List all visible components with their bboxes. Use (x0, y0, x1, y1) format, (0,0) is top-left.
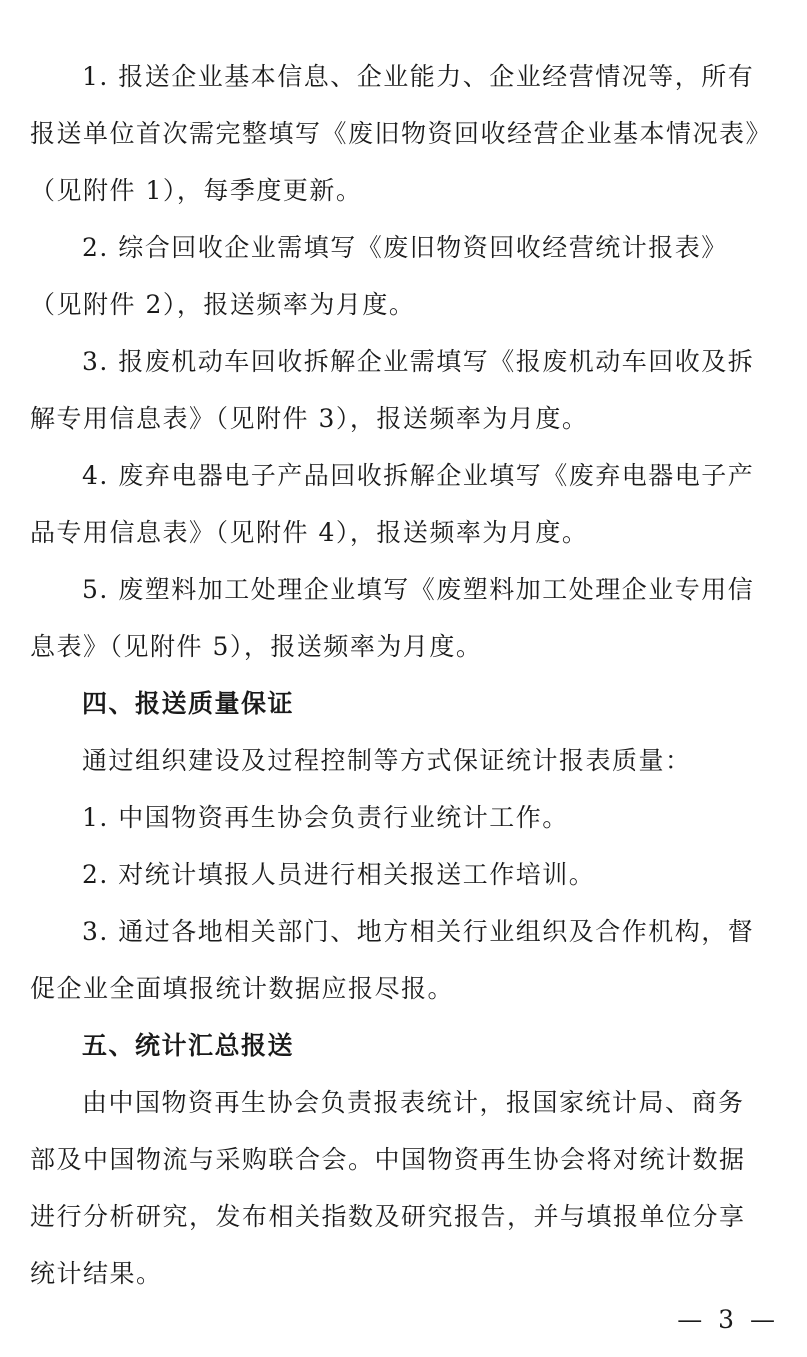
text-line: 4. 废弃电器电子产品回收拆解企业填写《废弃电器电子产 (82, 461, 755, 490)
list-item-1 (30, 48, 782, 219)
list-item: 1. 中国物资再生协会负责行业统计工作。 (82, 803, 569, 832)
text-line: （见附件 1），每季度更新。 (30, 176, 363, 205)
text-line: 2. 综合回收企业需填写《废旧物资回收经营统计报表》 (82, 233, 728, 262)
section-4 (30, 675, 782, 1017)
section-heading: 五、统计汇总报送 (82, 1031, 295, 1060)
list-item-5 (30, 561, 782, 675)
text-line: 促企业全面填报统计数据应报尽报。 (30, 974, 455, 1003)
text-line: （见附件 2），报送频率为月度。 (30, 290, 416, 319)
list-item-4 (30, 447, 782, 561)
page-number: — 3 — (677, 1305, 779, 1334)
list-item: 3. 通过各地相关部门、地方相关行业组织及合作机构，督 (82, 917, 755, 946)
text-line: 统计结果。 (30, 1259, 163, 1288)
list-item-3 (30, 333, 782, 447)
text-line: 进行分析研究，发布相关指数及研究报告，并与填报单位分享 (30, 1202, 746, 1231)
section-5 (30, 1017, 782, 1302)
section-intro: 通过组织建设及过程控制等方式保证统计报表质量： (82, 746, 692, 775)
text-line: 部及中国物流与采购联合会。中国物资再生协会将对统计数据 (30, 1145, 746, 1174)
text-line: 由中国物资再生协会负责报表统计，报国家统计局、商务 (82, 1088, 745, 1117)
list-item: 2. 对统计填报人员进行相关报送工作培训。 (82, 860, 596, 889)
list-item-2 (30, 219, 782, 333)
text-line: 3. 报废机动车回收拆解企业需填写《报废机动车回收及拆 (82, 347, 755, 376)
text-line: 报送单位首次需完整填写《废旧物资回收经营企业基本情况表》 (30, 119, 773, 148)
text-line: 息表》（见附件 5），报送频率为月度。 (30, 632, 483, 661)
text-line: 1. 报送企业基本信息、企业能力、企业经营情况等，所有 (82, 62, 755, 91)
text-line: 解专用信息表》（见附件 3），报送频率为月度。 (30, 404, 589, 433)
text-line: 品专用信息表》（见附件 4），报送频率为月度。 (30, 518, 589, 547)
text-line: 5. 废塑料加工处理企业填写《废塑料加工处理企业专用信 (82, 575, 755, 604)
section-heading: 四、报送质量保证 (82, 689, 295, 718)
